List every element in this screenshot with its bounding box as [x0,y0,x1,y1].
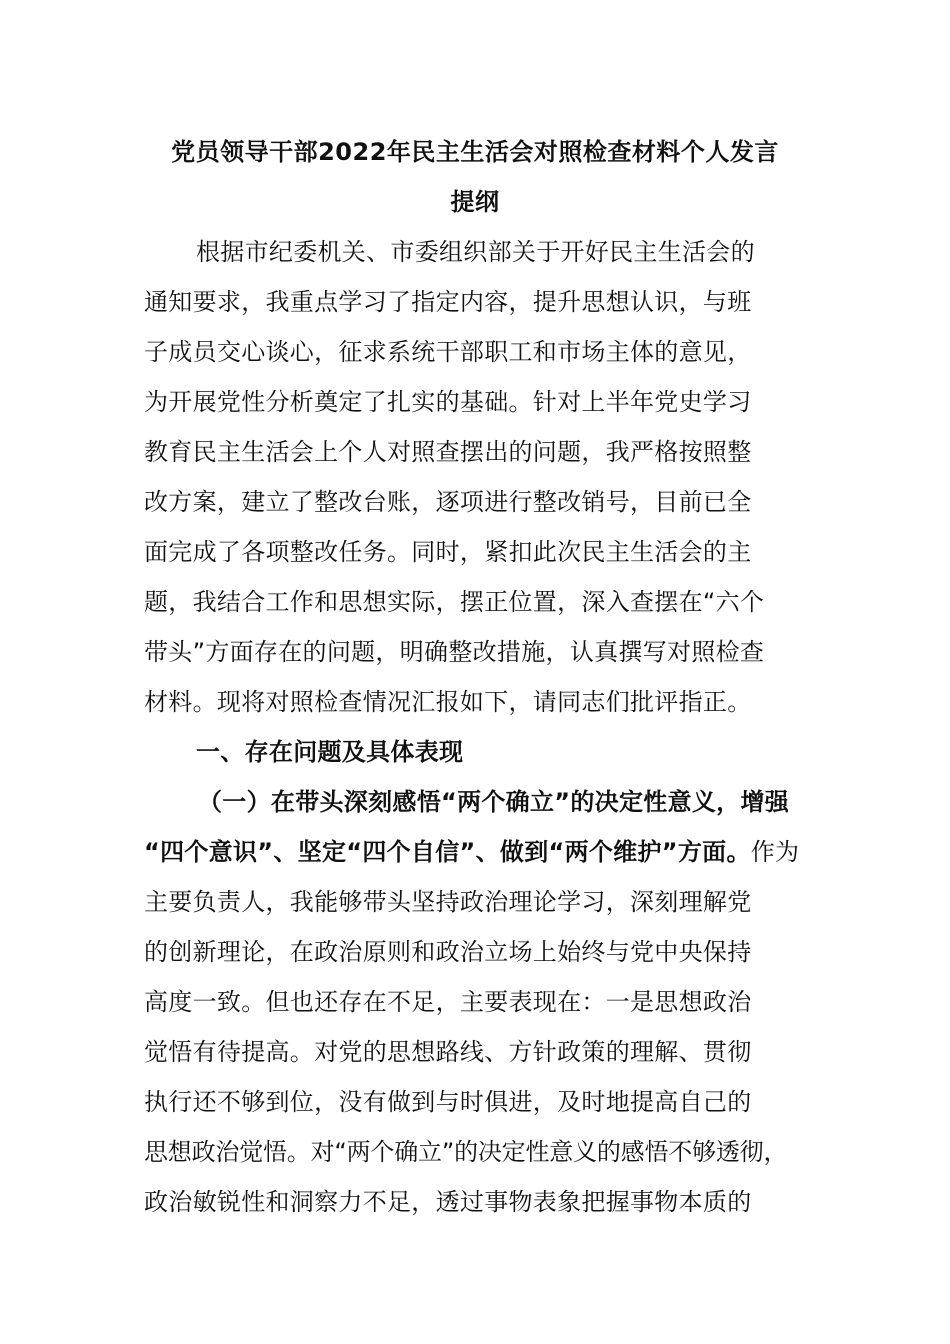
paragraph-line: 为开展党性分析奠定了扎实的基础。针对上半年党史学习 [144,388,752,416]
paragraph-line: 题，我结合工作和思想实际，摆正位置，深入查摆在“六个 [144,588,765,616]
paragraph-line: 主要负责人，我能够带头坚持政治理论学习，深刻理解党 [144,888,752,916]
paragraph-line: 思想政治觉悟。对“两个确立”的决定性意义的感悟不够透彻， [144,1138,788,1166]
paragraph-line: 面完成了各项整改任务。同时，紧扣此次民主生活会的主 [144,538,752,566]
paragraph-line: 高度一致。但也还存在不足，主要表现在：一是思想政治 [144,988,752,1016]
subsection-heading: （一）在带头深刻感悟“两个确立”的决定性意义，增强 [198,788,790,816]
paragraph-text: 作为 [750,838,800,866]
subsection-heading-continued [144,837,799,867]
section-heading: 一、存在问题及具体表现 [196,738,464,766]
paragraph-line: 觉悟有待提高。对党的思想路线、方针政策的理解、贯彻 [144,1038,752,1066]
paragraph-line: 政治敏锐性和洞察力不足，透过事物表象把握事物本质的 [144,1188,752,1216]
paragraph-line: 通知要求，我重点学习了指定内容，提升思想认识，与班 [144,288,752,316]
paragraph-line: 带头”方面存在的问题，明确整改措施，认真撰写对照检查 [144,638,765,666]
paragraph-line: 改方案，建立了整改台账，逐项进行整改销号，目前已全 [144,488,752,516]
document-title-line-1: 党员领导干部2022年民主生活会对照检查材料个人发言 [171,138,779,166]
subsection-heading-bold-part: “四个意识”、坚定“四个自信”、做到“两个维护”方面。 [144,838,751,866]
document-title-line-2: 提纲 [450,188,500,216]
paragraph-line: 根据市纪委机关、市委组织部关于开好民主生活会的 [196,238,755,266]
paragraph-line: 子成员交心谈心，征求系统干部职工和市场主体的意见， [144,338,752,366]
paragraph-line: 材料。现将对照检查情况汇报如下，请同志们批评指正。 [144,688,752,716]
paragraph-line: 的创新理论，在政治原则和政治立场上始终与党中央保持 [144,938,752,966]
paragraph-line: 执行还不够到位，没有做到与时俱进，及时地提高自己的 [144,1088,752,1116]
paragraph-line: 教育民主生活会上个人对照查摆出的问题，我严格按照整 [144,438,752,466]
